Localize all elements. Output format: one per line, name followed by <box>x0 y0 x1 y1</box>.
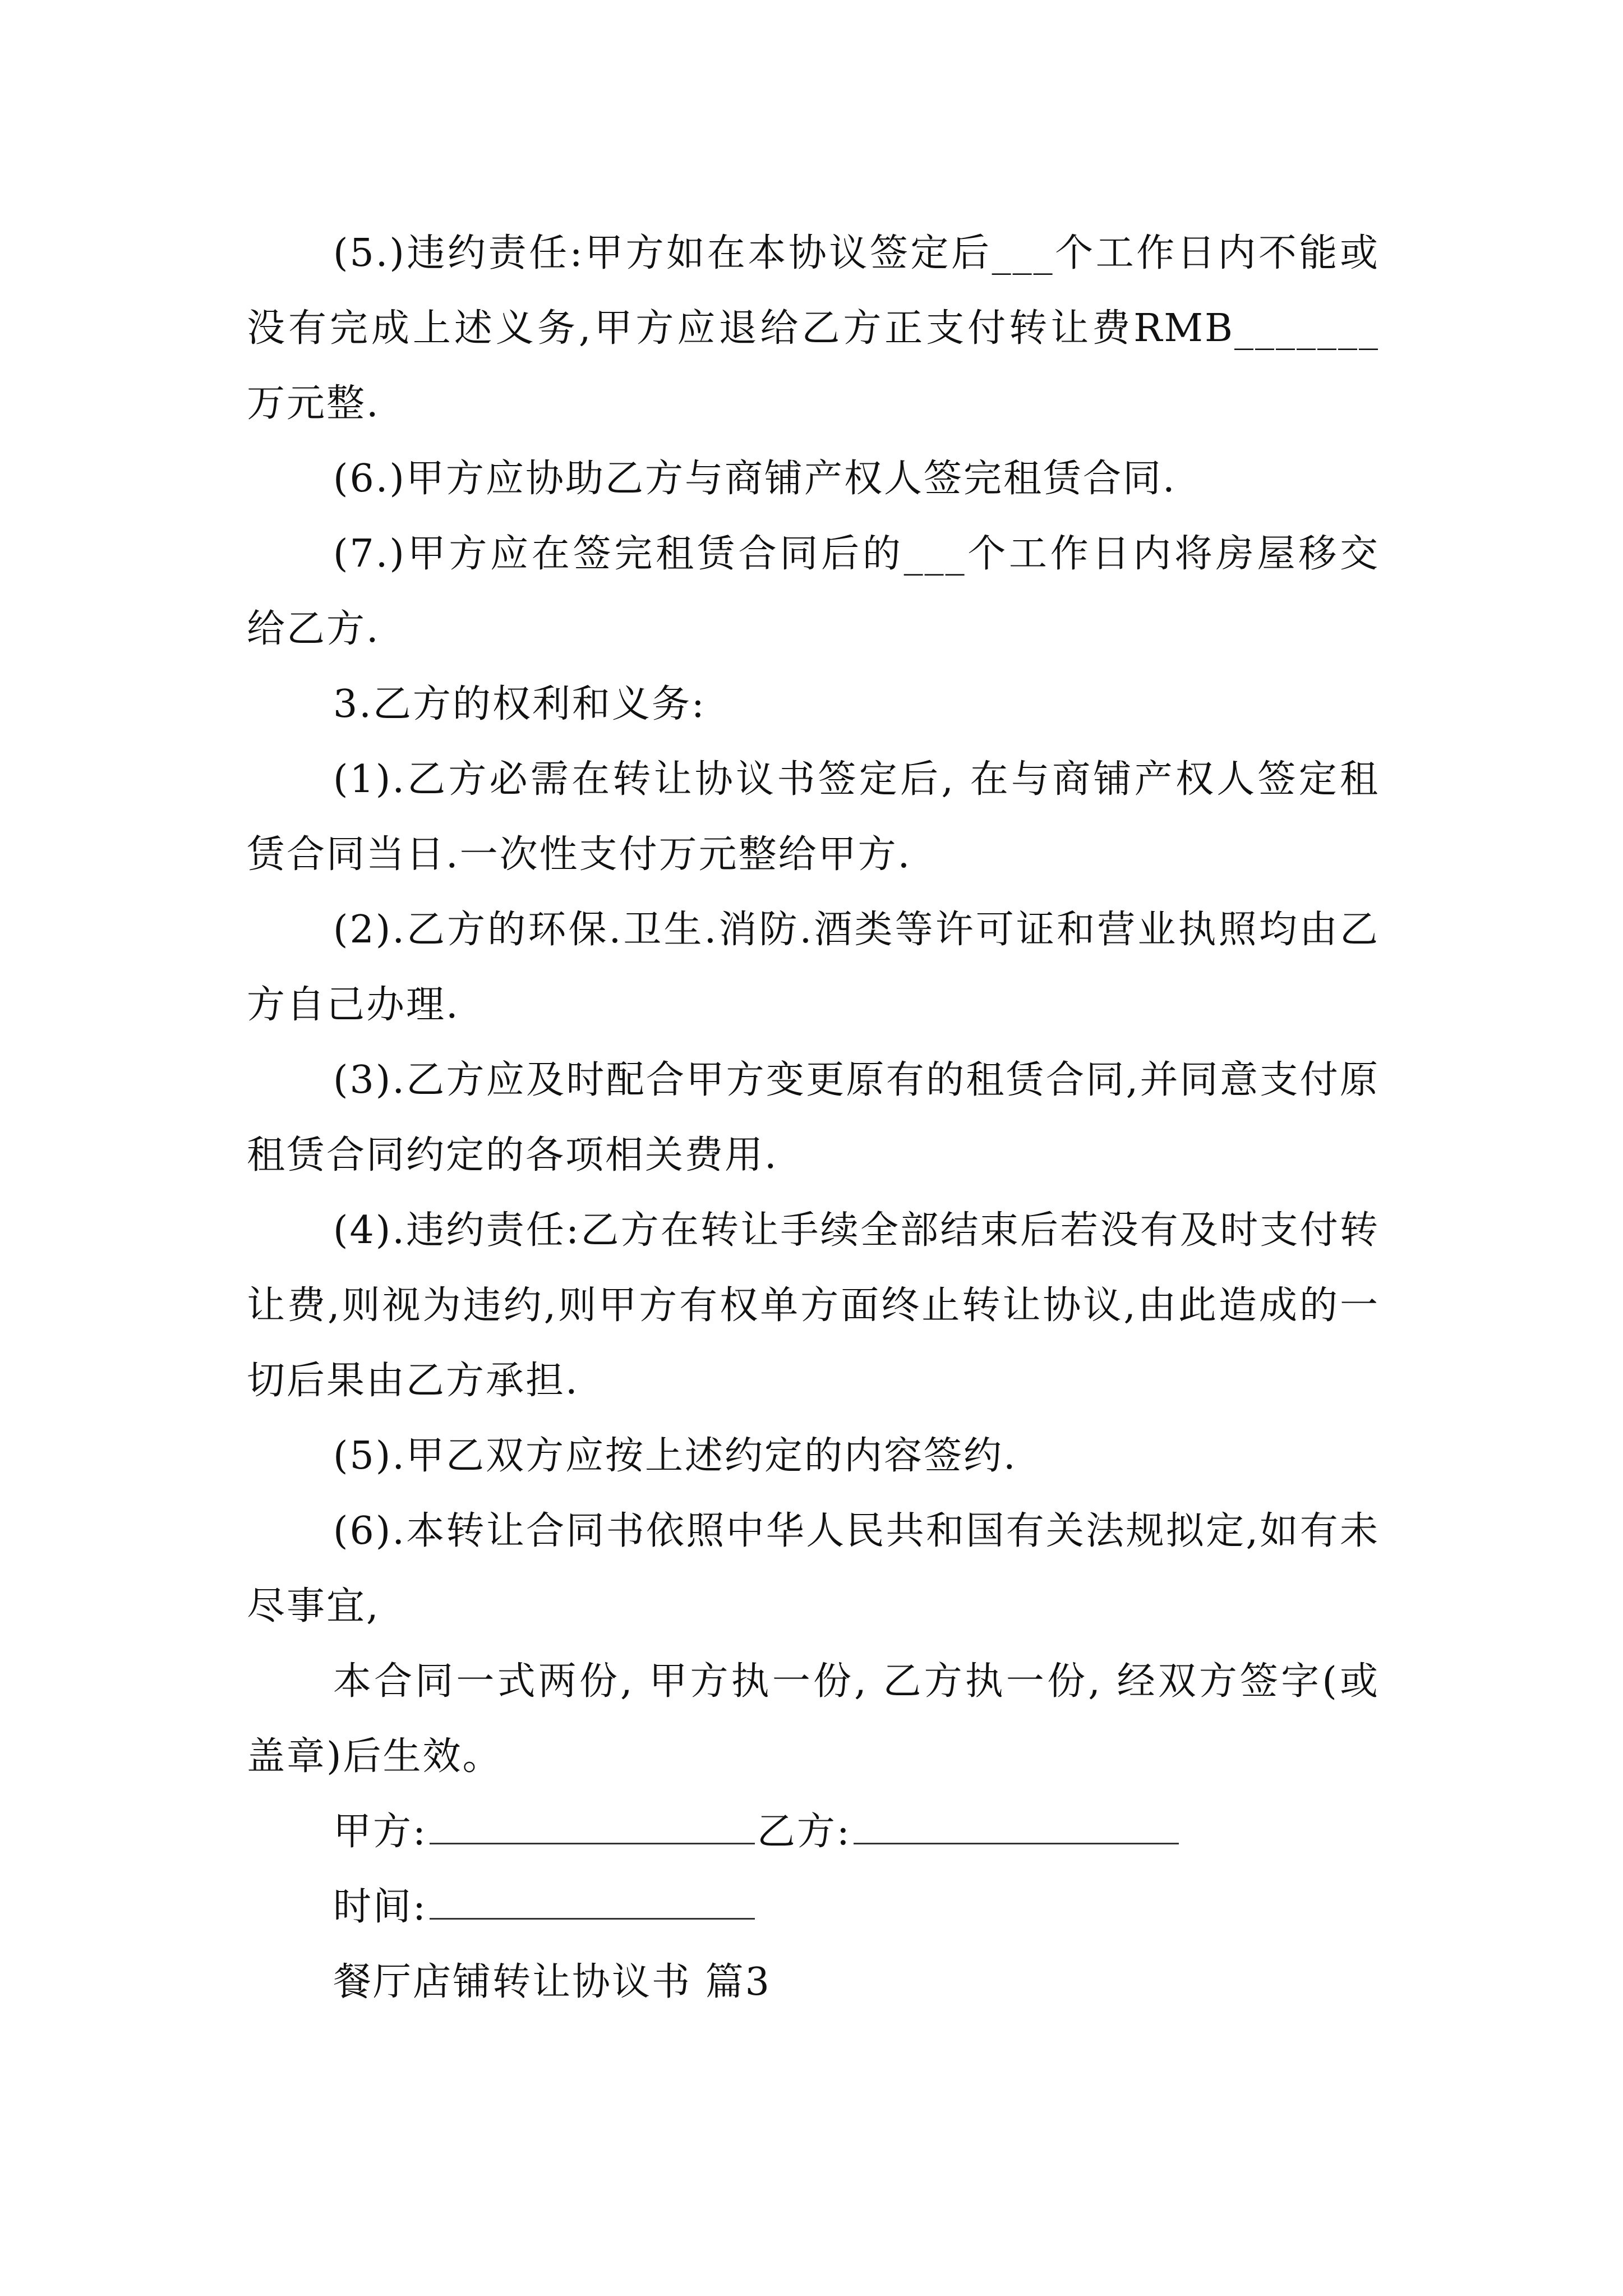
clause-a6-assist-lease: (6.)甲方应协助乙方与商铺产权人签完租赁合同. <box>333 457 1177 501</box>
clause-copies: 本合同一式两份, 甲方执一份, 乙方执一份, 经双方签字(或盖章)后生效。 <box>247 1659 1380 1779</box>
party-b-signature-blank <box>854 1809 1179 1844</box>
time-blank <box>430 1884 755 1920</box>
clause-b2-licenses: (2).乙方的环保.卫生.消防.酒类等许可证和营业执照均由乙方自己办理. <box>247 908 1380 1027</box>
clause-b5-sign: (5).甲乙双方应按上述约定的内容签约. <box>333 1434 1017 1478</box>
signature-row <box>247 1795 1380 1870</box>
clause-a5-breach: (5.)违约责任:甲方如在本协议签定后___个工作日内不能或没有完成上述义务,甲方应退给乙方正支付转让费RMB_______万元整. <box>247 231 1380 426</box>
time-row <box>247 1870 1380 1945</box>
clause-b3-lease-change: (3).乙方应及时配合甲方变更原有的租赁合同,并同意支付原租赁合同约定的各项相关费用. <box>247 1058 1380 1177</box>
section-3-heading: 3.乙方的权利和义务: <box>333 682 706 726</box>
clause-b6-law: (6).本转让合同书依照中华人民共和国有关法规拟定,如有未尽事宜, <box>247 1509 1380 1628</box>
clause-b1-payment: (1).乙方必需在转让协议书签定后, 在与商铺产权人签定租赁合同当日.一次性支付万元整给甲方. <box>247 757 1380 877</box>
time-label: 时间: <box>333 1885 427 1929</box>
document-body <box>247 216 1380 2020</box>
party-b-label: 乙方: <box>757 1810 851 1854</box>
party-a-signature-blank <box>430 1809 755 1844</box>
next-section-title: 餐厅店铺转让协议书 篇3 <box>333 1960 771 2004</box>
party-a-label: 甲方: <box>333 1810 427 1854</box>
clause-a7-handover: (7.)甲方应在签完租赁合同后的___个工作日内将房屋移交给乙方. <box>247 532 1380 651</box>
clause-b4-breach: (4).违约责任:乙方在转让手续全部结束后若没有及时支付转让费,则视为违约,则甲方有权单方面终止转让协议,由此造成的一切后果由乙方承担. <box>247 1208 1380 1403</box>
